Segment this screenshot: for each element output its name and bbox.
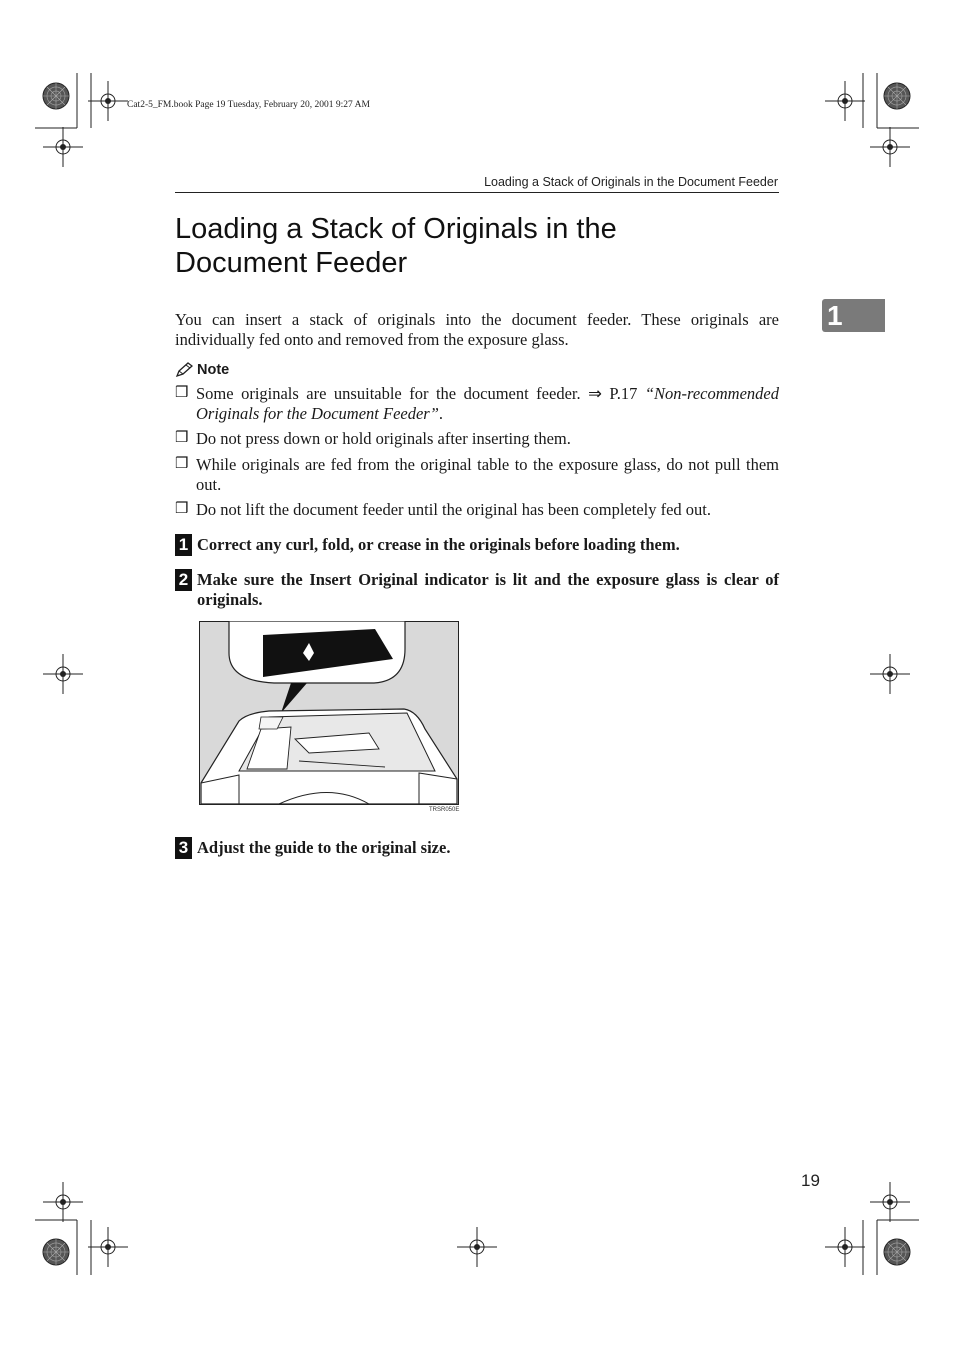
step-3 (175, 838, 779, 859)
step-number: 1 (175, 534, 192, 556)
note-item-text: While originals are fed from the original table to the exposure glass, do not pull them out. (196, 455, 779, 494)
color-wheel-icon (43, 83, 69, 109)
running-header: Loading a Stack of Originals in the Document Feeder (484, 175, 778, 189)
registration-mark-icon (825, 1227, 865, 1267)
checkbox-icon: ❒ (175, 456, 189, 472)
color-wheel-icon (884, 83, 910, 109)
checkbox-icon: ❒ (175, 430, 189, 446)
color-wheel-icon (884, 1239, 910, 1265)
registration-mark-icon (870, 1182, 910, 1222)
note-heading (175, 362, 229, 378)
step-number: 2 (175, 569, 192, 591)
step-text: Adjust the guide to the original size. (197, 838, 451, 857)
registration-mark-icon (88, 1227, 128, 1267)
step-1 (175, 535, 779, 556)
pencil-icon (175, 362, 193, 378)
header-rule (175, 192, 779, 193)
note-label: Note (197, 362, 230, 378)
note-item (175, 429, 779, 449)
chapter-tab (822, 299, 885, 332)
note-item-text: Some originals are unsuitable for the document feeder. ⇒ P.17 (196, 384, 645, 403)
registration-mark-icon (43, 127, 83, 167)
registration-mark-icon (825, 81, 865, 121)
title-line-1: Loading a Stack of Originals in the (175, 213, 617, 245)
document-feeder-illustration (199, 621, 459, 805)
registration-mark-icon (88, 81, 128, 121)
checkbox-icon: ❒ (175, 385, 189, 401)
step-text: Correct any curl, fold, or crease in the originals before loading them. (197, 535, 680, 554)
print-info: Cat2-5_FM.book Page 19 Tuesday, February 20, 2001 9:27 AM (127, 100, 370, 110)
registration-mark-icon (457, 1227, 497, 1267)
note-item-text: Do not press down or hold originals after inserting them. (196, 429, 571, 448)
chapter-number: 1 (827, 300, 843, 331)
page-number: 19 (801, 1171, 820, 1190)
note-item (175, 455, 779, 494)
registration-mark-icon (870, 127, 910, 167)
registration-mark-icon (43, 1182, 83, 1222)
registration-mark-icon (43, 654, 83, 694)
step-number: 3 (175, 837, 192, 859)
title-line-2: Document Feeder (175, 247, 408, 279)
intro-paragraph: You can insert a stack of originals into the document feeder. These originals are individually fed onto and removed from the exposure glass. (175, 310, 779, 349)
step-2 (175, 570, 779, 609)
page-title (175, 212, 779, 280)
figure-code: TRSR050E (429, 807, 460, 813)
note-item-text: Do not lift the document feeder until the original has been completely fed out. (196, 500, 712, 519)
note-item: ❒ Some originals are unsuitable for the document feeder. ⇒ P.17 “Non-recommended Originals for the Document Feeder”. (175, 384, 779, 423)
color-wheel-icon (43, 1239, 69, 1265)
cross-reference: “Non-recommended Originals for the Document Feeder” (196, 384, 779, 423)
note-item (175, 500, 779, 520)
checkbox-icon: ❒ (175, 501, 189, 517)
step-text: Make sure the Insert Original indicator is lit and the exposure glass is clear of originals. (197, 570, 779, 609)
registration-mark-icon (870, 654, 910, 694)
